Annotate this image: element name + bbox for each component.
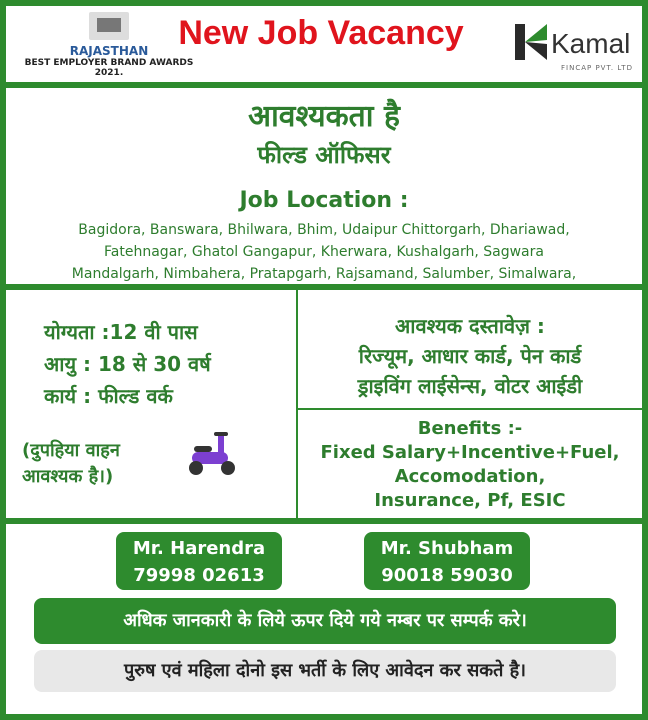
award-state: RAJASTHAN <box>69 44 149 58</box>
location-line: Bagidora, Banswara, Bhilwara, Bhim, Udaipur Chittorgarh, Dhariawad, <box>78 222 570 238</box>
page-title: New Job Vacancy <box>178 14 464 52</box>
brand-subtitle: FINCAP PVT. LTD <box>561 64 633 72</box>
kamal-logo-icon <box>511 22 551 62</box>
contact-card[interactable] <box>116 532 282 590</box>
requirement-heading: आवश्यकता है <box>248 99 400 134</box>
documents-line: ड्राइविंग लाईसेन्स, वोटर आईडी <box>357 374 583 398</box>
work-type: कार्य : फील्ड वर्क <box>44 384 173 408</box>
right-divider <box>298 408 642 410</box>
contact-info-banner: अधिक जानकारी के लिये ऊपर दिये गये नम्बर पर सम्पर्क करे। <box>34 598 616 644</box>
post-title: फील्ड ऑफिसर <box>257 141 391 169</box>
benefits-title: Benefits :- <box>417 418 523 439</box>
vehicle-note-line1: (दुपहिया वाहन <box>22 440 120 461</box>
location-line: Fatehnagar, Ghatol Gangapur, Kherwara, Kushalgarh, Sagwara <box>104 244 544 260</box>
contact-phone[interactable]: 90018 59030 <box>381 565 513 586</box>
benefits-line: Fixed Salary+Incentive+Fuel, <box>320 442 620 463</box>
requirement-section <box>6 88 642 284</box>
contact-phone[interactable]: 79998 02613 <box>133 565 265 586</box>
benefits-line: Insurance, Pf, ESIC <box>374 490 566 511</box>
award-text: BEST EMPLOYER BRAND AWARDS 2021. <box>24 58 194 78</box>
documents-title: आवश्यक दस्तावेज़ : <box>395 314 545 338</box>
header <box>6 6 642 82</box>
contact-name: Mr. Harendra <box>132 538 266 559</box>
divider <box>6 518 642 524</box>
qualification: योग्यता :12 वी पास <box>44 320 198 344</box>
job-location-title: Job Location : <box>239 188 409 213</box>
contact-name: Mr. Shubham <box>380 538 514 559</box>
contact-card[interactable] <box>364 532 530 590</box>
eligibility-note: पुरुष एवं महिला दोनो इस भर्ती के लिए आवेदन कर सकते है। <box>34 650 616 692</box>
scooter-icon <box>184 428 240 478</box>
vehicle-note-line2: आवश्यक है।) <box>22 466 114 487</box>
award-logo-icon <box>89 12 129 40</box>
benefits-line: Accomodation, <box>394 466 546 487</box>
brand-logo <box>511 16 636 76</box>
age-requirement: आयु : 18 से 30 वर्ष <box>44 352 211 376</box>
location-line: Mandalgarh, Nimbahera, Pratapgarh, Rajsamand, Salumber, Simalwara, <box>71 266 577 282</box>
documents-line: रिज्यूम, आधार कार्ड, पेन कार्ड <box>358 344 582 368</box>
divider <box>6 284 642 290</box>
brand-name: Kamal <box>551 28 631 59</box>
